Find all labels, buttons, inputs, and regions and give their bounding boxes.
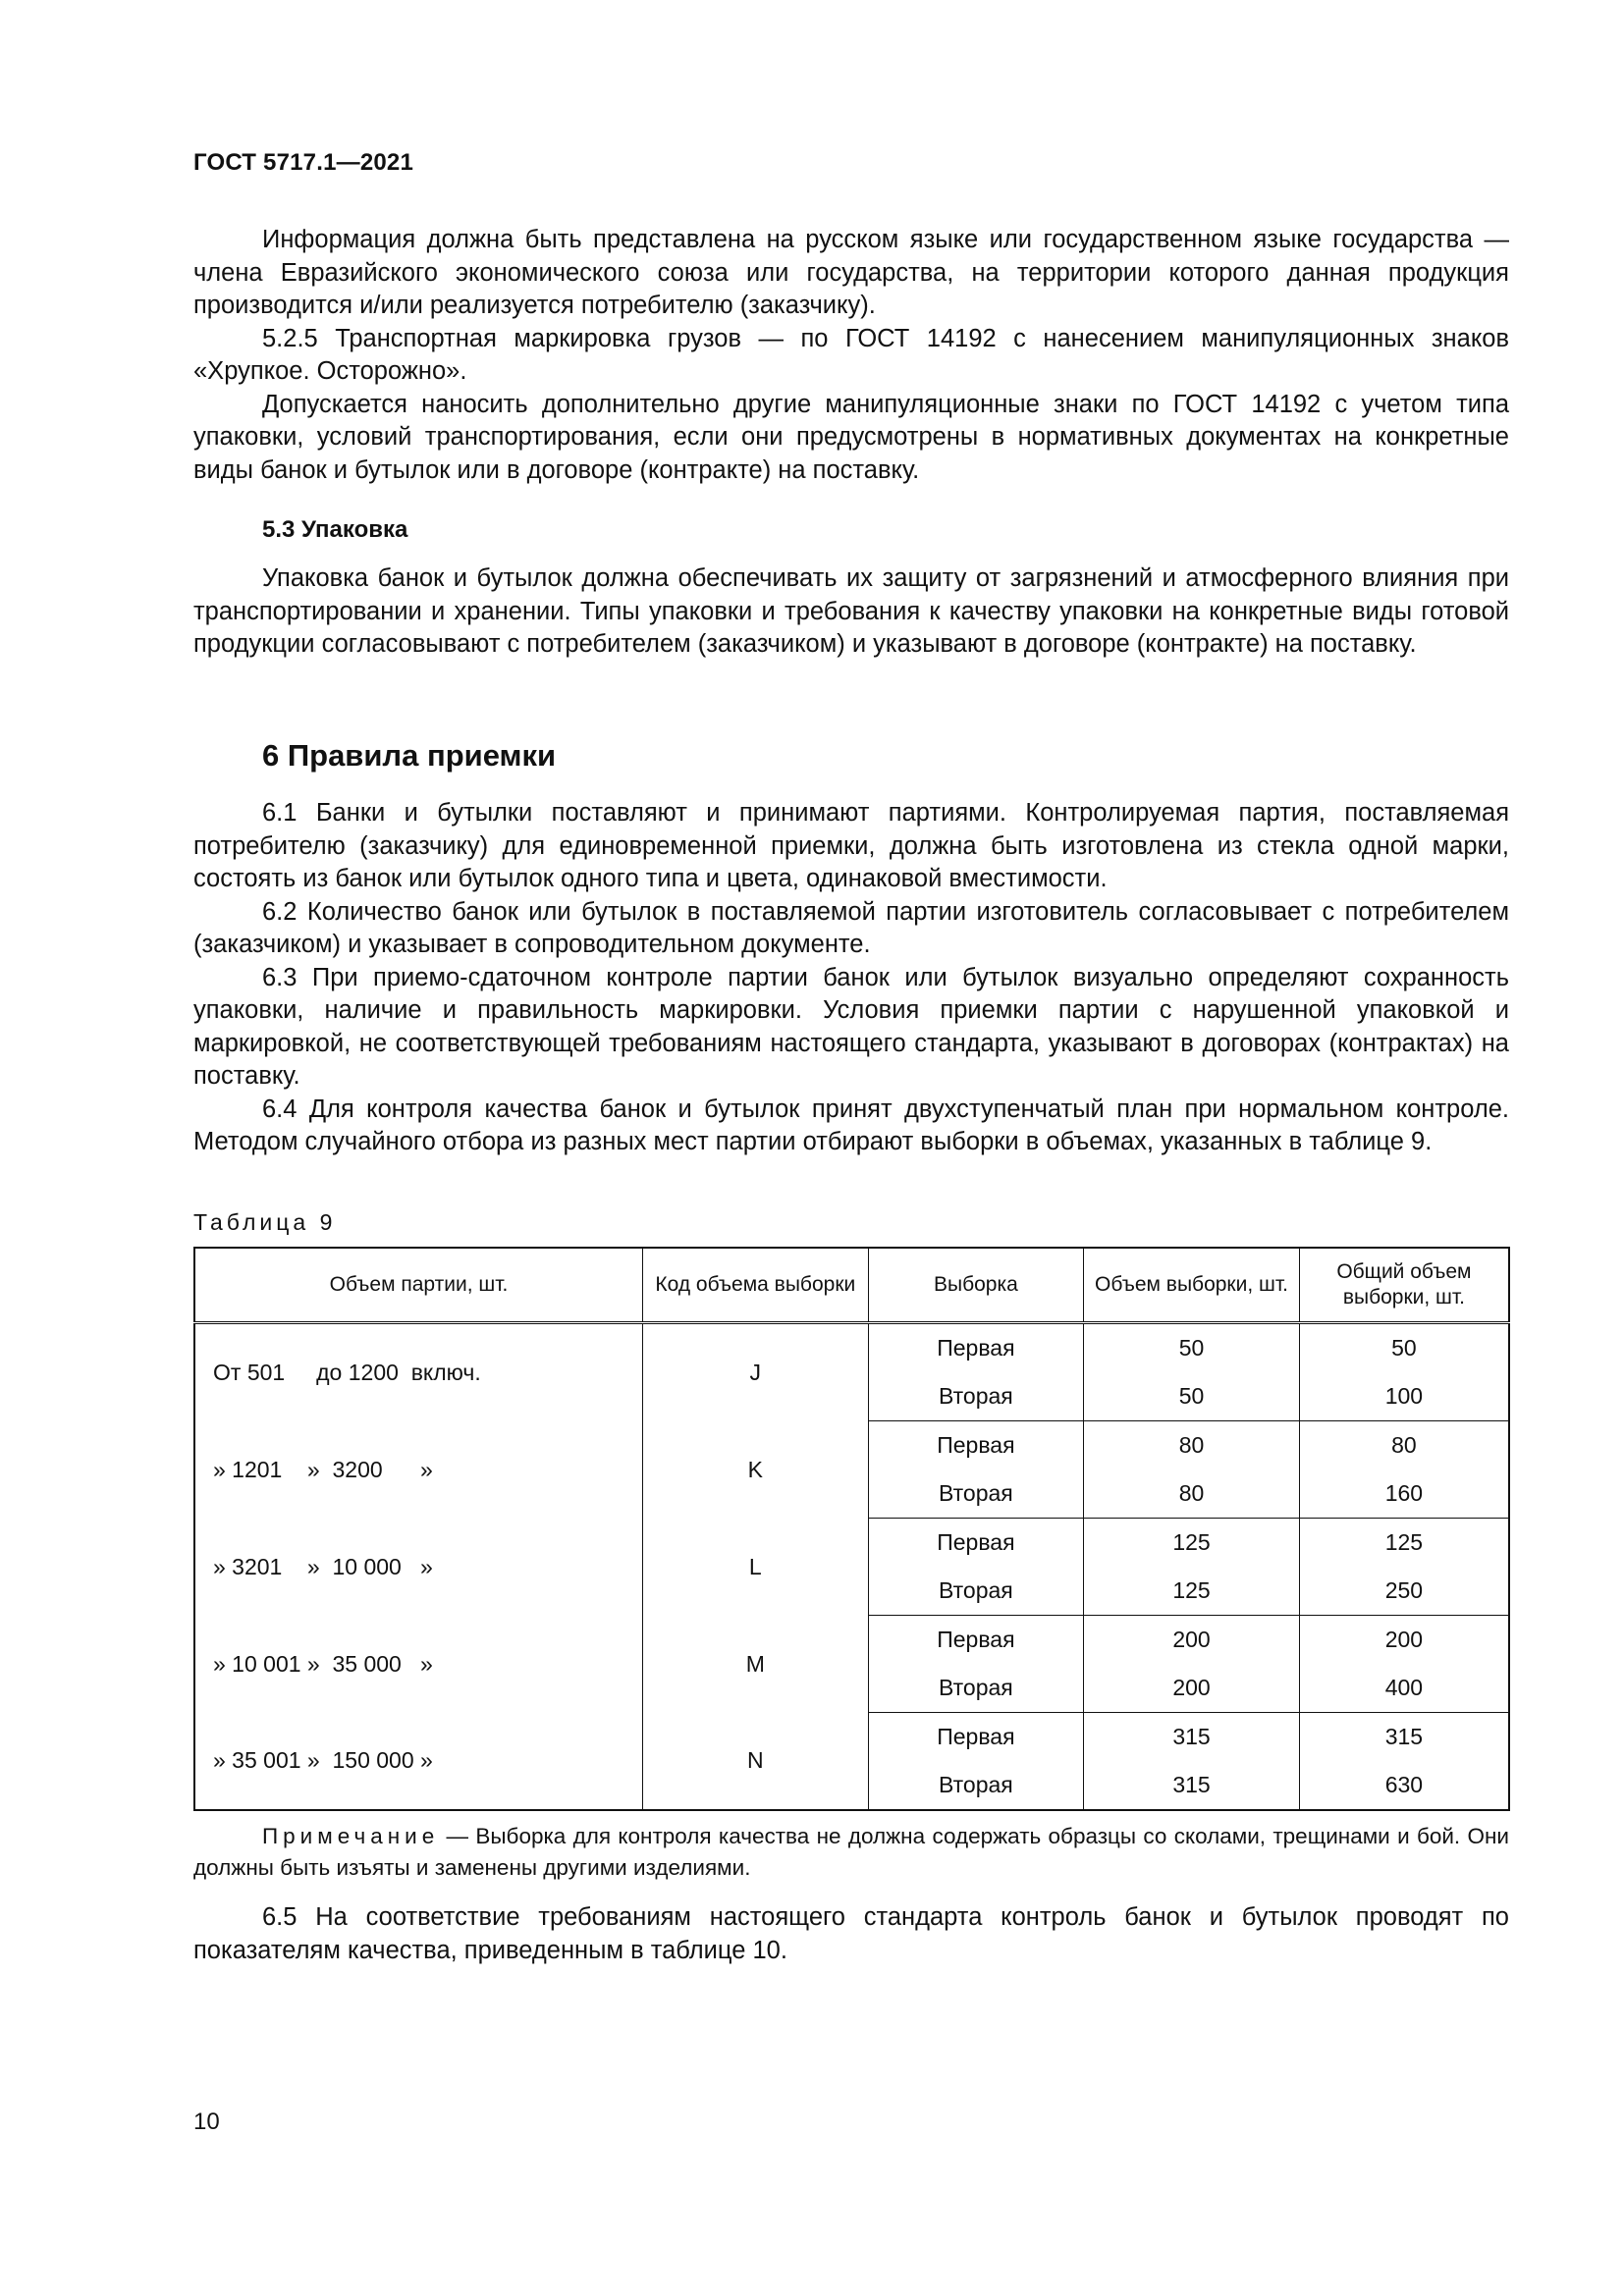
table-row: [194, 1323, 1509, 1373]
paragraph: 6.1 Банки и бутылки поставляют и принимают партиями. Контролируемая партия, поставляемая потребителю (заказчику) для единовременной приемки, должна быть изготовлена из стекла одной марки, состоять из банок или бутылок одного типа и цвета, одинаковой вместимости.: [193, 799, 1509, 892]
table-note: [193, 1821, 1509, 1884]
page-number: 10: [193, 2109, 220, 2135]
paragraph: Допускается наносить дополнительно другие манипуляционные знаки по ГОСТ 14192 с учетом типа упаковки, условий транспортирования, если они предусмотрены в нормативных документах на конкретные виды банок и бутылок или в договоре (контракте) на поставку.: [193, 390, 1509, 484]
table-caption: Таблица 9: [193, 1209, 337, 1235]
lot-size-cell: От 501 до 1200 включ.: [194, 1323, 643, 1421]
sample-code-cell: N: [643, 1713, 869, 1811]
section-title: 6 Правила приемки: [262, 738, 557, 773]
paragraph: 6.5 На соответствие требованиям настоящего стандарта контроль банок и бутылок проводят по показателям качества, приведенным в таблице 10.: [193, 1903, 1509, 1964]
sample-size-cell: 315: [1084, 1713, 1300, 1762]
sample-size-cell: 80: [1084, 1421, 1300, 1470]
sample-stage-cell: Вторая: [868, 1469, 1084, 1519]
paragraph: Информация должна быть представлена на русском языке или государственном языке государства — члена Евразийского экономического союза или государства, на территории которого данная продукция производится и/или реализуется потребителю (заказчику).: [193, 226, 1509, 319]
sample-stage-cell: Первая: [868, 1616, 1084, 1665]
total-sample-cell: 630: [1299, 1761, 1509, 1810]
sample-stage-cell: Первая: [868, 1323, 1084, 1373]
lot-size-cell: » 1201 » 3200 »: [194, 1421, 643, 1519]
total-sample-cell: 200: [1299, 1616, 1509, 1665]
subsection-title: 5.3 Упаковка: [262, 516, 408, 543]
total-sample-cell: 400: [1299, 1664, 1509, 1713]
intro-text: [193, 224, 1509, 487]
table-header-row: [194, 1248, 1509, 1323]
table-row: [194, 1713, 1509, 1762]
total-sample-cell: 315: [1299, 1713, 1509, 1762]
note-text: — Выборка для контроля качества не должна содержать образцы со сколами, трещинами и бой. Они должны быть изъяты и заменены другими изделиями.: [193, 1824, 1509, 1880]
paragraph: 5.2.5 Транспортная маркировка грузов — по ГОСТ 14192 с нанесением манипуляционных знаков «Хрупкое. Осторожно».: [193, 324, 1509, 385]
sample-code-cell: M: [643, 1616, 869, 1713]
sample-code-cell: K: [643, 1421, 869, 1519]
closing-text: [193, 1901, 1509, 1967]
paragraph: 6.4 Для контроля качества банок и бутылок принят двухступенчатый план при нормальном контроле. Методом случайного отбора из разных мест партии отбирают выборки в объемах, указанных в таблице 9.: [193, 1095, 1509, 1155]
lot-size-cell: » 10 001 » 35 000 »: [194, 1616, 643, 1713]
total-sample-cell: 160: [1299, 1469, 1509, 1519]
table-row: [194, 1616, 1509, 1665]
sample-size-cell: 125: [1084, 1567, 1300, 1616]
sample-code-cell: L: [643, 1519, 869, 1616]
sample-stage-cell: Вторая: [868, 1761, 1084, 1810]
total-sample-cell: 80: [1299, 1421, 1509, 1470]
total-sample-cell: 125: [1299, 1519, 1509, 1568]
sample-stage-cell: Вторая: [868, 1567, 1084, 1616]
total-sample-cell: 250: [1299, 1567, 1509, 1616]
lot-size-cell: » 3201 » 10 000 »: [194, 1519, 643, 1616]
sample-size-cell: 200: [1084, 1664, 1300, 1713]
column-header: Объем выборки, шт.: [1084, 1248, 1300, 1323]
document-header: ГОСТ 5717.1—2021: [193, 149, 414, 176]
sample-code-cell: J: [643, 1323, 869, 1421]
note-paragraph: [193, 1821, 1509, 1884]
table-row: [194, 1519, 1509, 1568]
acceptance-text: [193, 797, 1509, 1159]
sample-stage-cell: Первая: [868, 1713, 1084, 1762]
note-label: Примечание: [262, 1824, 440, 1848]
sample-stage-cell: Первая: [868, 1421, 1084, 1470]
column-header: Общий объем выборки, шт.: [1299, 1248, 1509, 1323]
sampling-table: [193, 1247, 1510, 1811]
table-row: [194, 1421, 1509, 1470]
column-header: Выборка: [868, 1248, 1084, 1323]
sample-size-cell: 80: [1084, 1469, 1300, 1519]
sample-size-cell: 50: [1084, 1372, 1300, 1421]
sample-size-cell: 200: [1084, 1616, 1300, 1665]
column-header: Объем партии, шт.: [194, 1248, 643, 1323]
paragraph: 6.3 При приемо-сдаточном контроле партии банок или бутылок визуально определяют сохранность упаковки, наличие и правильность маркировки. Условия приемки партии с нарушенной упаковкой и маркировкой, не соответствующей требованиям настоящего стандарта, указывают в договорах (контрактах) на поставку.: [193, 963, 1509, 1090]
sample-stage-cell: Первая: [868, 1519, 1084, 1568]
lot-size-cell: » 35 001 » 150 000 »: [194, 1713, 643, 1811]
sample-size-cell: 315: [1084, 1761, 1300, 1810]
paragraph: 6.2 Количество банок или бутылок в поставляемой партии изготовитель согласовывает с потребителем (заказчиком) и указывает в сопроводительном документе.: [193, 897, 1509, 958]
paragraph: Упаковка банок и бутылок должна обеспечивать их защиту от загрязнений и атмосферного влияния при транспортировании и хранении. Типы упаковки и требования к качеству упаковки на конкретные виды готовой продукции согласовывают с потребителем (заказчиком) и указывают в договоре (контракте) на поставку.: [193, 564, 1509, 658]
sample-size-cell: 125: [1084, 1519, 1300, 1568]
sample-size-cell: 50: [1084, 1323, 1300, 1373]
total-sample-cell: 50: [1299, 1323, 1509, 1373]
column-header: Код объема выборки: [643, 1248, 869, 1323]
packaging-text: [193, 562, 1509, 662]
sample-stage-cell: Вторая: [868, 1372, 1084, 1421]
total-sample-cell: 100: [1299, 1372, 1509, 1421]
sample-stage-cell: Вторая: [868, 1664, 1084, 1713]
